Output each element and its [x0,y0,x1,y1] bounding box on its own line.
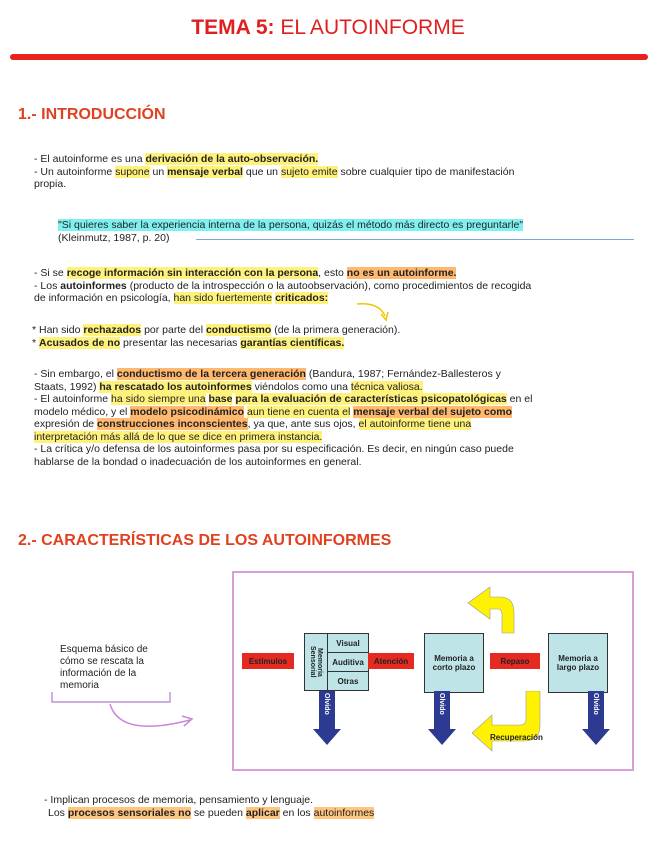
intro-line-4: - Si se recoge información sin interacción con la persona, esto no es un autoinforme. [34,267,457,279]
intro-line-10: Staats, 1992) ha rescatado los autoinformes viéndolos como una técnica valiosa. [34,380,423,393]
sensory-memory-box: Memoria Sensorial [304,633,328,691]
forgetting-arrowhead-icon [428,729,456,745]
memory-diagram [232,571,634,771]
intro-line-3: propia. [34,178,67,190]
curved-arrow-icon [355,300,395,324]
intro-line-13: expresión de construcciones inconscientes, ya que, ante sus ojos, el autoinforme tiene una [34,418,472,430]
forgetting-arrow-stm: Olvido [434,691,450,731]
rehearsal-arrow: Repaso [490,653,540,669]
visual-box: Visual [327,633,369,653]
retrieval-label: Recuperación [490,733,543,742]
quote-citation: (Kleinmutz, 1987, p. 20) [58,231,170,244]
forgetting-arrow-ltm: Olvido [588,691,604,731]
section-2-heading: 2.- CARACTERÍSTICAS DE LOS AUTOINFORMES [18,532,392,549]
intro-line-12: modelo médico, y el modelo psicodinámico aun tiene en cuenta el mensaje verbal del sujeto como [34,405,512,418]
diagram-note: Esquema básico de cómo se rescata la información de la memoria [60,644,148,691]
note-bracket-arrow [50,690,240,740]
title-underline [10,54,648,60]
intro-line-1: - El autoinforme es una derivación de la auto-observación. [34,153,319,165]
intro-line-9: - Sin embargo, el conductismo de la tercera generación (Bandura, 1987; Fernández-Ballesteros y [34,368,501,380]
forgetting-arrow-sensory: Olvido [319,691,335,731]
retrieval-arrow [470,691,570,753]
section-2-body [44,794,604,819]
intro-line-6: de información en psicología, han sido fuertemente criticados: [34,292,329,304]
section-1-body-2 [34,267,644,305]
char-line-1: - Implican procesos de memoria, pensamiento y lenguaje. [44,794,314,806]
quote-rule [196,239,634,240]
section-1-body-3 [34,368,644,468]
stimuli-arrow: Estímulos [242,653,294,669]
page-title: TEMA 5: EL AUTOINFORME [191,16,465,39]
forgetting-arrowhead-icon [582,729,610,745]
attention-arrow: Atención [368,653,414,669]
intro-line-2: - Un autoinforme supone un mensaje verbal que un sujeto emite sobre cualquier tipo de manifestación [34,165,515,178]
otras-box: Otras [327,671,369,691]
intro-line-15: - La crítica y/o defensa de los autoinformes pasa por su especificación. Es decir, en ningún caso puede [34,443,514,455]
section-1-body [34,153,634,191]
short-term-memory-box: Memoria a corto plazo [424,633,484,693]
auditiva-box: Auditiva [327,652,369,672]
section-1-heading: 1.- INTRODUCCIÓN [18,106,166,123]
criticism-item-1: * Han sido rechazados por parte del conductismo (de la primera generación). [32,324,401,336]
quote-text: "Si quieres saber la experiencia interna de la persona, quizás el método más directo es preguntarle" [58,219,524,231]
intro-line-5: - Los autoinformes (producto de la introspección o la autoobservación), como procedimientos de recogida [34,279,532,292]
intro-line-14: interpretación más allá de lo que se dice en primera instancia. [34,430,323,443]
criticism-list [32,324,632,349]
forgetting-arrowhead-icon [313,729,341,745]
intro-line-11: - El autoinforme ha sido siempre una base para la evaluación de características psicopatológicas en el [34,393,533,405]
intro-line-16: hablarse de la bondad o inadecuación de los autoinformes en general. [34,455,362,468]
quote-block [58,219,638,244]
char-line-2: Los procesos sensoriales no se pueden aplicar en los autoinformes [48,806,375,819]
criticism-item-2: * Acusados de no presentar las necesarias garantías científicas. [32,336,345,349]
loop-arrow-top [454,579,554,635]
long-term-memory-box: Memoria a largo plazo [548,633,608,693]
